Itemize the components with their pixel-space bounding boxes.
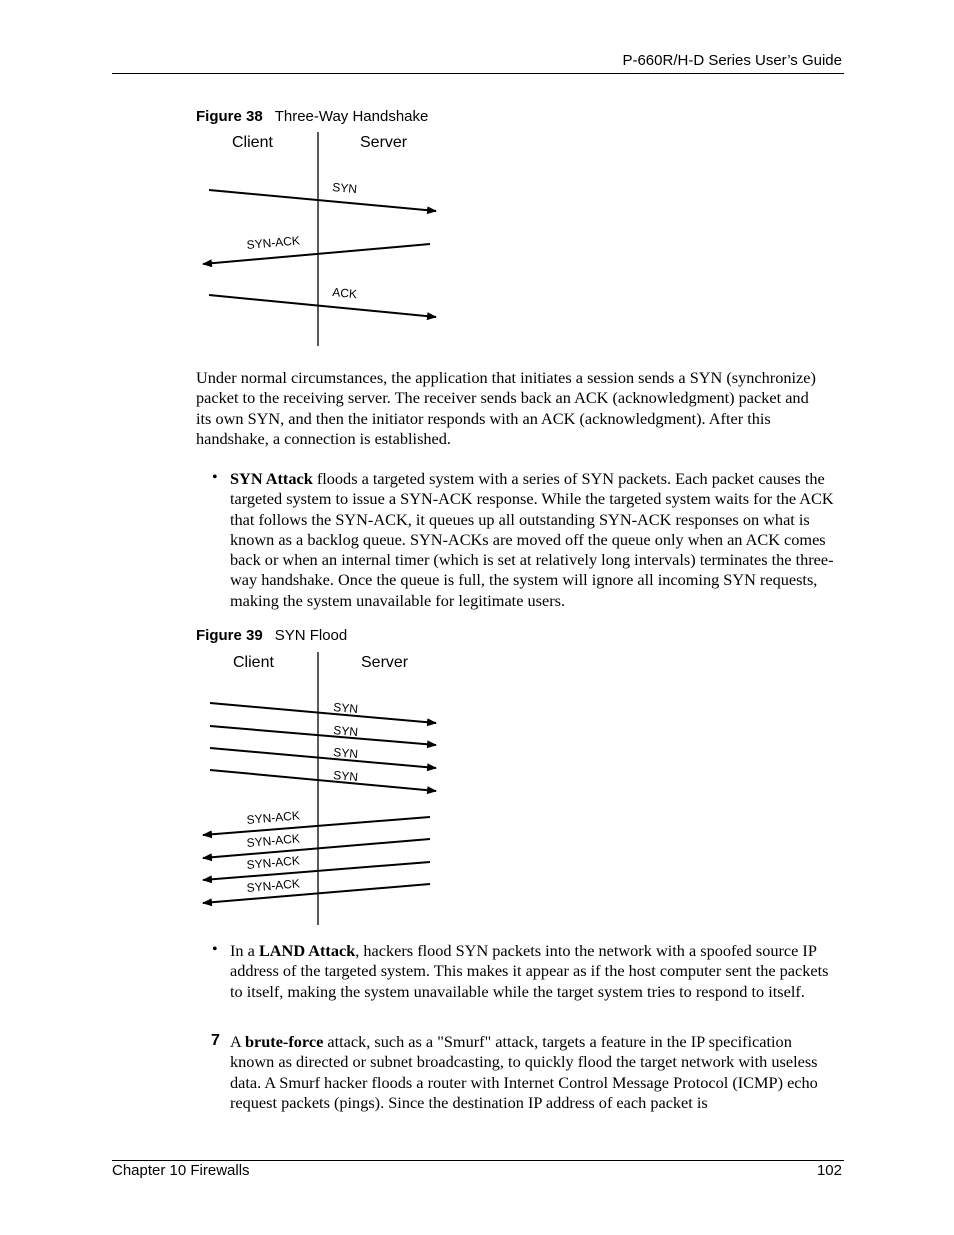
step-number: 7	[211, 1032, 220, 1049]
brute-force-paragraph	[230, 1032, 836, 1113]
server-label: Server	[360, 134, 408, 151]
header-rule	[112, 73, 844, 74]
figure-39-label: Figure 39	[196, 627, 263, 644]
syn-label: SYN	[332, 768, 359, 785]
syn-arrow	[210, 748, 436, 768]
syn-ack-arrow	[203, 884, 430, 903]
land-attack-term: LAND Attack	[258, 941, 356, 960]
land-attack-paragraph	[230, 941, 840, 1002]
figure-38-title: Three-Way Handshake	[274, 108, 429, 125]
intro-paragraph: Under normal circumstances, the application that initiates a session sends a SYN (synchronize) packet to the receiving server. The receiver sends back an ACK (acknowledgment) packet and its own SYN, and then the initiator responds with an ACK (acknowledgment). After this handshake, a connection is established.	[196, 368, 816, 448]
land-attack-pre: In a	[230, 941, 259, 960]
syn-ack-arrow	[203, 244, 430, 264]
syn-ack-label: SYN-ACK	[246, 808, 301, 827]
ack-label: ACK	[331, 285, 358, 302]
syn-ack-label: SYN-ACK	[246, 876, 301, 895]
syn-ack-label: SYN-ACK	[246, 233, 301, 252]
figure-38-label: Figure 38	[196, 108, 263, 125]
footer-page-number: 102	[816, 1162, 842, 1179]
syn-ack-label: SYN-ACK	[246, 853, 301, 872]
footer-chapter: Chapter 10 Firewalls	[112, 1162, 250, 1179]
land-attack-bullet: •	[212, 941, 218, 958]
land-attack-text: , hackers flood SYN packets into the network with a spoofed source IP address of the targeted system. This makes it appear as if the host computer sent the packets to itself, making the system unavailable while the target system tries to respond to itself.	[230, 941, 829, 1001]
three-way-handshake-diagram	[196, 128, 456, 350]
syn-label: SYN	[331, 180, 358, 197]
syn-ack-arrow	[203, 817, 430, 835]
footer-rule	[112, 1160, 844, 1161]
syn-attack-paragraph	[230, 469, 845, 611]
syn-ack-arrow	[203, 862, 430, 880]
syn-label: SYN	[332, 745, 359, 762]
syn-flood-diagram	[196, 648, 456, 928]
figure-39-title: SYN Flood	[274, 627, 348, 644]
brute-force-text: attack, such as a "Smurf" attack, targets a feature in the IP specification known as directed or subnet broadcasting, to quickly flood the target network with useless data. A Smurf hacker floods a router with Internet Control Message Protocol (ICMP) echo request packets (pings). Since the destination IP address of each packet is	[230, 1032, 818, 1112]
syn-label: SYN	[332, 723, 359, 740]
header-title: P-660R/H-D Series User’s Guide	[622, 52, 842, 69]
ack-arrow	[209, 295, 436, 317]
server-label: Server	[361, 654, 409, 671]
client-label: Client	[233, 654, 274, 671]
syn-ack-arrow	[203, 839, 430, 858]
syn-label: SYN	[332, 700, 359, 717]
syn-arrow	[210, 726, 436, 745]
syn-arrow	[210, 703, 436, 723]
syn-ack-label: SYN-ACK	[246, 831, 301, 850]
syn-attack-term: SYN Attack	[230, 469, 313, 488]
figure-38-caption	[196, 108, 428, 125]
brute-force-term: brute-force	[244, 1032, 324, 1051]
client-label: Client	[232, 134, 273, 151]
syn-attack-bullet: •	[212, 469, 218, 486]
syn-arrow	[210, 770, 436, 791]
brute-force-pre: A	[230, 1032, 245, 1051]
syn-arrow	[209, 190, 436, 211]
syn-attack-text: floods a targeted system with a series of SYN packets. Each packet causes the targeted system to issue a SYN-ACK response. While the targeted system waits for the ACK that follows the SYN-ACK, it queues up all outstanding SYN-ACK responses on what is known as a backlog queue. SYN-ACKs are moved off the queue only when an ACK comes back or when an internal timer (which is set at relatively long intervals) terminates the three-way handshake. Once the queue is full, the system will ignore all incoming SYN requests, making the system unavailable for legitimate users.	[230, 469, 834, 610]
figure-39-caption	[196, 627, 347, 644]
